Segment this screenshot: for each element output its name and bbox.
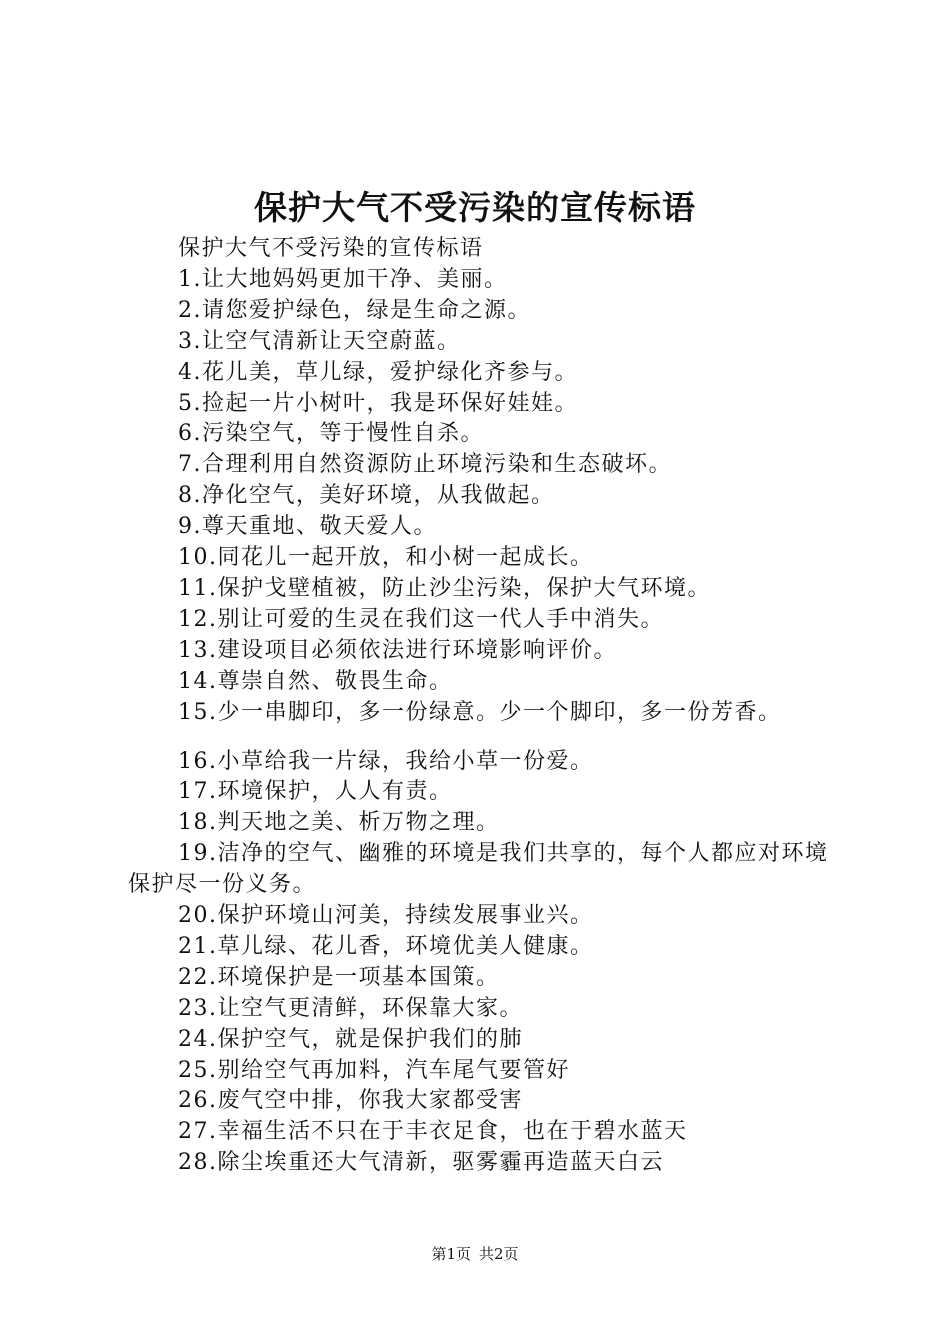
slogan-item: 8.净化空气，美好环境，从我做起。 [178,483,555,509]
slogan-item: 14.尊崇自然、敬畏生命。 [178,668,453,694]
slogan-item: 1.让大地妈妈更加干净、美丽。 [178,266,508,292]
slogan-item: 9.尊天重地、敬天爱人。 [178,514,437,540]
slogan-item: 15.少一串脚印，多一份绿意。少一个脚印，多一份芳香。 [178,699,782,725]
slogan-item: 24.保护空气，就是保护我们的肺 [178,1026,523,1052]
slogan-item: 17.环境保护，人人有责。 [178,779,453,805]
slogan-item: 10.同花儿一起开放，和小树一起成长。 [178,545,594,571]
page-footer [0,1244,950,1264]
slogan-item: 23.让空气更清鲜，环保靠大家。 [178,995,523,1021]
slogan-item: 28.除尘埃重还大气清新，驱雾霾再造蓝天白云 [178,1150,664,1176]
slogan-item: 13.建设项目必须依法进行环境影响评价。 [178,637,617,663]
slogan-item: 3.让空气清新让天空蔚蓝。 [178,328,461,354]
page-total: 共2页 [479,1245,519,1263]
slogan-item: 12.别让可爱的生灵在我们这一代人手中消失。 [178,606,664,632]
paragraph: 保护大气不受污染的宣传标语 [178,236,484,261]
slogan-item: 16.小草给我一片绿，我给小草一份爱。 [178,748,594,774]
slogan-item: 11.保护戈壁植被，防止沙尘污染，保护大气环境。 [178,575,711,601]
slogan-item: 6.污染空气，等于慢性自杀。 [178,421,484,447]
slogan-item: 18.判天地之美、析万物之理。 [178,810,500,836]
slogan-item: 22.环境保护是一项基本国策。 [178,964,500,990]
slogan-item: 19.洁净的空气、幽雅的环境是我们共享的，每个人都应对环境保护尽一份义务。 [128,841,829,898]
slogan-item: 4.花儿美，草儿绿，爱护绿化齐参与。 [178,359,578,385]
slogan-item: 5.捡起一片小树叶，我是环保好娃娃。 [178,390,578,416]
document-body [128,234,838,1179]
document-title: 保护大气不受污染的宣传标语 [254,188,696,227]
slogan-item: 26.废气空中排，你我大家都受害 [178,1088,523,1114]
slogan-item: 20.保护环境山河美，持续发展事业兴。 [178,903,594,929]
slogan-item: 27.幸福生活不只在于丰衣足食，也在于碧水蓝天 [178,1119,688,1145]
page-number: 第1页 [431,1245,471,1263]
slogan-item: 2.请您爱护绿色，绿是生命之源。 [178,297,531,323]
slogan-item: 21.草儿绿、花儿香，环境优美人健康。 [178,933,594,959]
slogan-item: 25.别给空气再加料，汽车尾气要管好 [178,1057,570,1083]
slogan-item: 7.合理利用自然资源防止环境污染和生态破坏。 [178,452,672,478]
